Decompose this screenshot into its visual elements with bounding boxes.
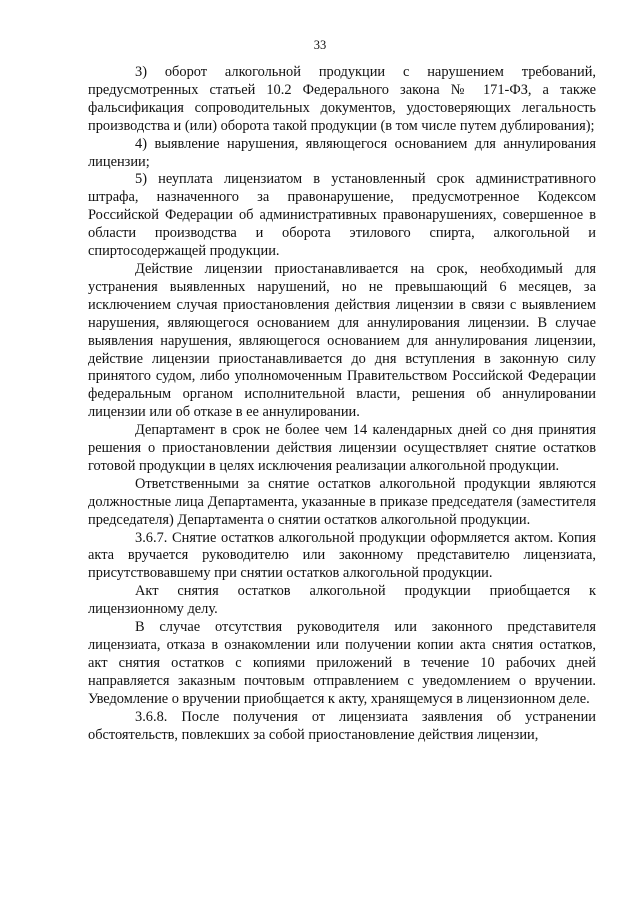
paragraph-item-3: 3) оборот алкогольной продукции с нарушением требований, предусмотренных статьей 10.2 Федерального закона № 171-ФЗ, а также фальсификация сопроводительных документов, удостоверяющих легальность производства и (или) оборота такой продукции (в том числе путем дублирования); — [88, 64, 596, 134]
paragraph-3-6-7: 3.6.7. Снятие остатков алкогольной продукции оформляется актом. Копия акта вручается руководителю или законному представителю лицензиата, присутствовавшему при снятии остатков алкогольной продукции. — [88, 529, 596, 582]
paragraph-responsible-officials: Ответственными за снятие остатков алкогольной продукции являются должностные лица Департамента, указанные в приказе председателя (заместителя председателя) Департамента о снятии остатков алкогольной продукции. — [88, 475, 596, 528]
paragraph-act-attached: Акт снятия остатков алкогольной продукции приобщается к лицензионному делу. — [88, 583, 596, 618]
paragraph-item-4: 4) выявление нарушения, являющегося основанием для аннулирования лицензии; — [88, 135, 596, 170]
paragraph-item-5: 5) неуплата лицензиатом в установленный срок административного штрафа, назначенного за правонарушение, предусмотренное Кодексом Российской Федерации об административных правонарушениях, совершенное в области производства и оборота этилового спирта, алкогольной и спиртосодержащей продукции. — [88, 171, 596, 260]
paragraph-suspension-term: Действие лицензии приостанавливается на срок, необходимый для устранения выявленных нарушений, но не превышающий 6 месяцев, за исключением случая приостановления действия лицензии в связи с выявлением нарушения, являющегося основанием для аннулирования лицензии. В случае выявления нарушения, являющегося основанием для аннулирования лицензии, действие лицензии приостанавливается до дня вступления в законную силу принятого судом, либо уполномоченным Правительством Российской Федерации федеральным органом исполнительной власти, решения об аннулировании лицензии или об отказе в ее аннулировании. — [88, 260, 596, 421]
document-body — [88, 64, 596, 744]
paragraph-absence-case: В случае отсутствия руководителя или законного представителя лицензиата, отказа в ознакомлении или получении копии акта снятия остатков, акт снятия остатков с копиями приложений в течение 10 рабочих дней направляется заказным почтовым отправлением с уведомлением о вручении. Уведомление о вручении приобщается к акту, хранящемуся в лицензионном деле. — [88, 619, 596, 707]
paragraph-stock-removal: Департамент в срок не более чем 14 календарных дней со дня принятия решения о приостановлении действия лицензии осуществляет снятие остатков готовой продукции в целях исключения реализации алкогольной продукции. — [88, 422, 596, 474]
paragraph-3-6-8: 3.6.8. После получения от лицензиата заявления об устранении обстоятельств, повлекших за собой приостановление действия лицензии, — [88, 708, 596, 743]
page-number: 33 — [313, 38, 327, 52]
